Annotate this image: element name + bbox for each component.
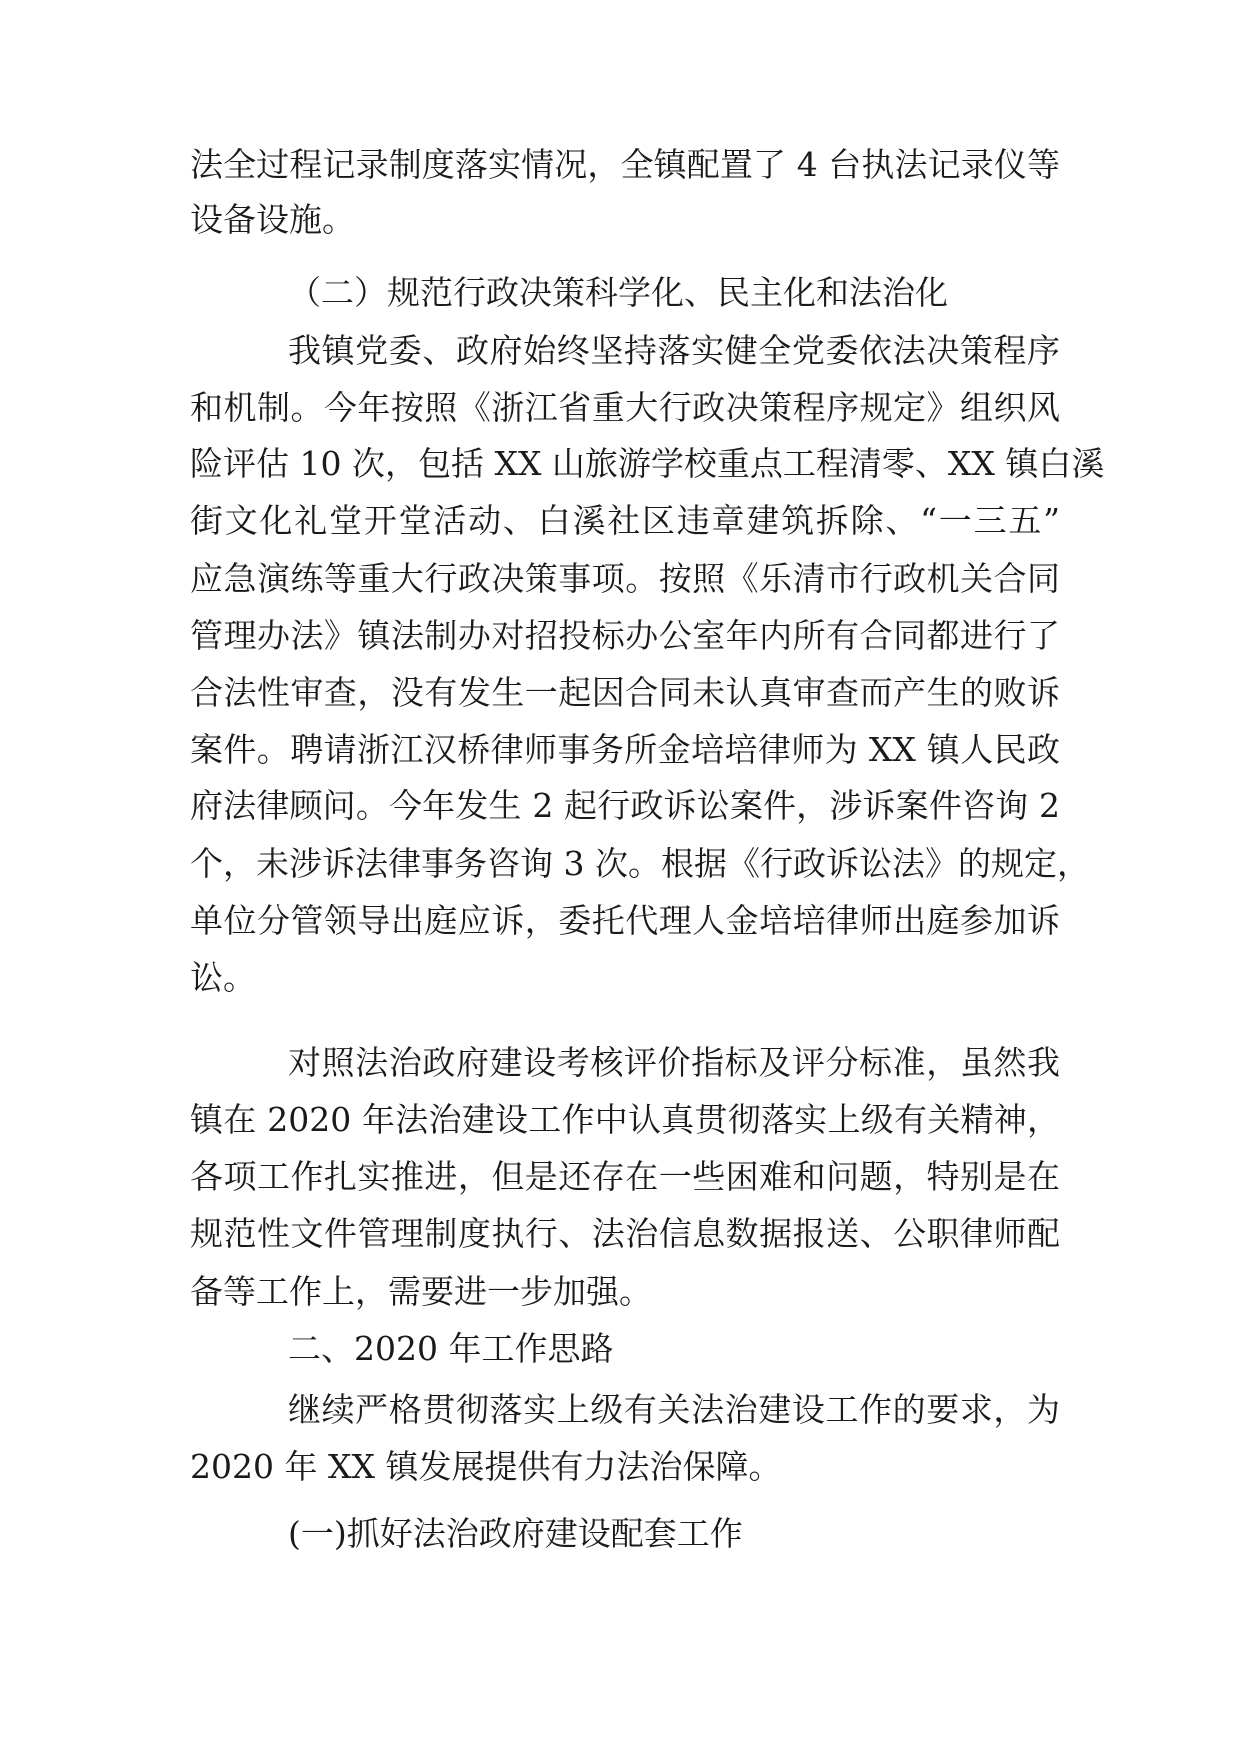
paragraph-line: 设备设施。 — [190, 200, 355, 239]
paragraph-line: 管理办法》镇法制办对招投标办公室年内所有合同都进行了 — [190, 616, 1060, 655]
paragraph-line: 我镇党委、政府始终坚持落实健全党委依法决策程序 — [288, 331, 1060, 370]
paragraph-line: 规范性文件管理制度执行、法治信息数据报送、公职律师配 — [190, 1214, 1060, 1253]
paragraph-line: 合法性审查，没有发生一起因合同未认真审查而产生的败诉 — [190, 673, 1060, 712]
paragraph-line: 街文化礼堂开堂活动、白溪社区违章建筑拆除、“一三五” — [190, 501, 1060, 540]
paragraph-line: 备等工作上，需要进一步加强。 — [190, 1272, 652, 1311]
paragraph-line: 个，未涉诉法律事务咨询 3 次。根据《行政诉讼法》的规定， — [190, 844, 1090, 883]
paragraph-line: 险评估 10 次，包括 XX 山旅游学校重点工程清零、XX 镇白溪 — [190, 444, 1105, 483]
paragraph-line: 对照法治政府建设考核评价指标及评分标准，虽然我 — [288, 1043, 1060, 1082]
paragraph-line: 和机制。今年按照《浙江省重大行政决策程序规定》组织风 — [190, 388, 1060, 427]
paragraph-line: 应急演练等重大行政决策事项。按照《乐清市行政机关合同 — [190, 559, 1060, 598]
paragraph-line: 法全过程记录制度落实情况，全镇配置了 4 台执法记录仪等 — [190, 145, 1060, 184]
paragraph-line: 讼。 — [190, 958, 256, 997]
paragraph-line: 案件。聘请浙江汉桥律师事务所金培培律师为 XX 镇人民政 — [190, 730, 1060, 769]
paragraph-line: 2020 年 XX 镇发展提供有力法治保障。 — [190, 1447, 782, 1486]
section-heading: （二）规范行政决策科学化、民主化和法治化 — [288, 273, 948, 312]
section-heading: (一)抓好法治政府建设配套工作 — [288, 1514, 743, 1553]
paragraph-line: 继续严格贯彻落实上级有关法治建设工作的要求，为 — [288, 1390, 1060, 1429]
paragraph-line: 府法律顾问。今年发生 2 起行政诉讼案件，涉诉案件咨询 2 — [190, 786, 1060, 825]
paragraph-line: 单位分管领导出庭应诉，委托代理人金培培律师出庭参加诉 — [190, 901, 1060, 940]
paragraph-line: 镇在 2020 年法治建设工作中认真贯彻落实上级有关精神， — [190, 1100, 1060, 1139]
section-heading: 二、2020 年工作思路 — [288, 1329, 614, 1368]
paragraph-line: 各项工作扎实推进，但是还存在一些困难和问题，特别是在 — [190, 1157, 1060, 1196]
